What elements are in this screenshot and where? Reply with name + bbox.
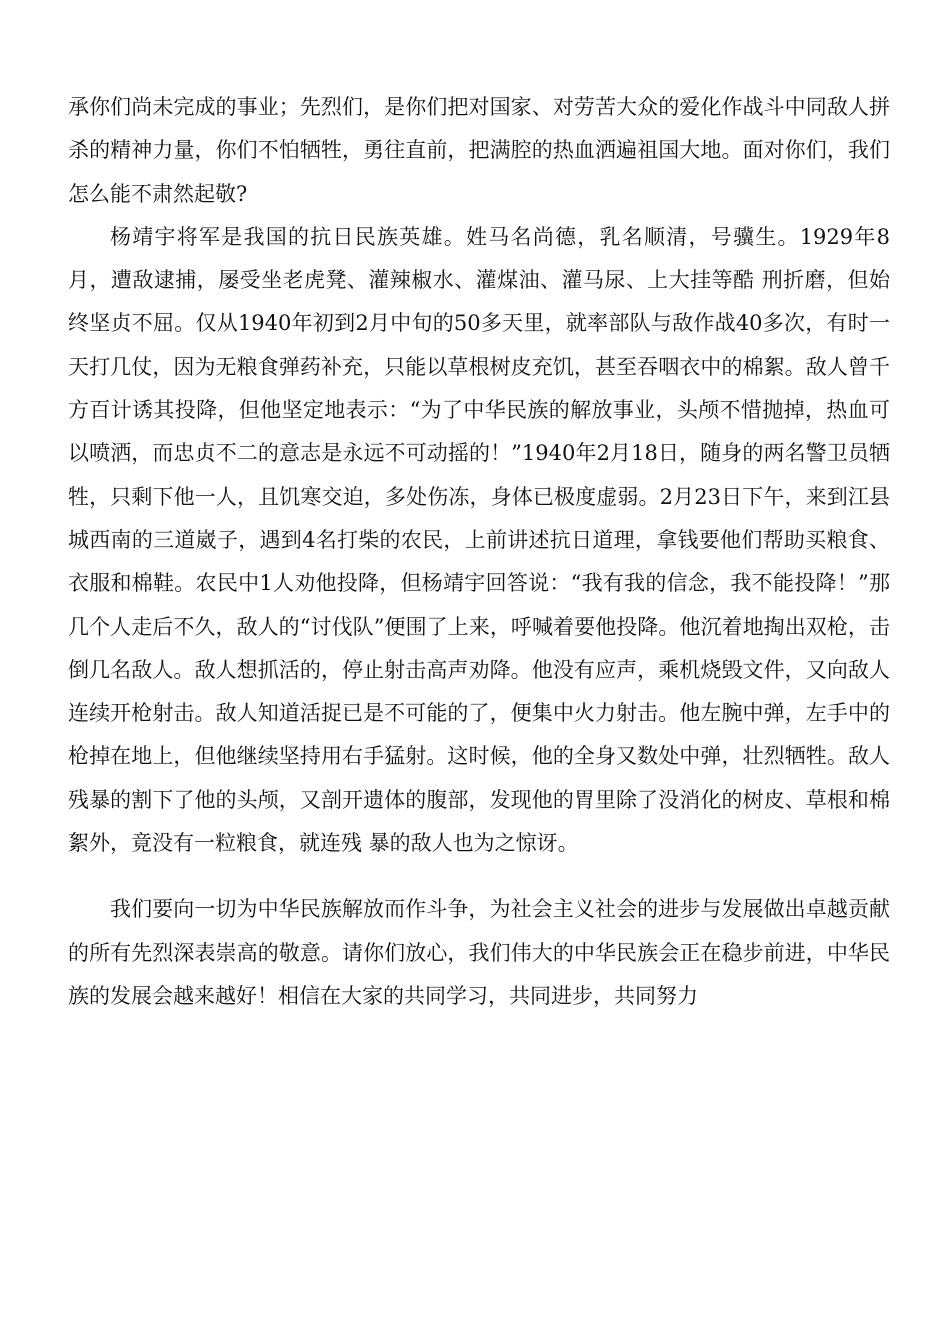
paragraph-tribute: 我们要向一切为中华民族解放而作斗争，为社会主义社会的进步与发展做出卓越贡献的所有先烈深表崇高的敬意。请你们放心，我们伟大的中华民族会正在稳步前进，中华民族的发展会越来越好！相信在大家的共同学习，共同进步，共同努力 (68, 897, 890, 1008)
paragraph-yang-jingyu: 杨靖宇将军是我国的抗日民族英雄。姓马名尚德，乳名顺清，号骥生。1929年8月，遭敌逮捕，屡受坐老虎凳、灌辣椒水、灌煤油、灌马尿、上大挂等酷 刑折磨，但始终坚贞不屈。仅从1940年初到2月中旬的50多天里，就率部队与敌作战40多次，有时一天打几仗，因为无粮食弹药补充，只能以草根树皮充饥，甚至吞咽衣中的棉絮。敌人曾千方百计诱其投降，但他坚定地表示：“为了中华民族的解放事业，头颅不惜抛掉，热血可以喷洒，而忠贞不二的意志是永远不可动摇的！”1940年2月18日，随身的两名警卫员牺牲，只剩下他一人，且饥寒交迫，多处伤冻，身体已极度虚弱。2月23日下午，来到江县城西南的三道崴子，遇到4名打柴的农民，上前讲述抗日道理，拿钱要他们帮助买粮食、衣服和棉鞋。农民中1人劝他投降，但杨靖宇回答说：“我有我的信念，我不能投降！”那几个人走后不久，敌人的“讨伐队”便围了上来，呼喊着要他投降。他沉着地掏出双枪，击倒几名敌人。敌人想抓活的，停止射击高声劝降。他没有应声，乘机烧毁文件，又向敌人连续开枪射击。敌人知道活捉已是不可能的了，便集中火力射击。他左腕中弹，左手中的枪掉在地上，但他继续坚持用右手猛射。这时候，他的全身又数处中弹，壮烈牺牲。敌人残暴的割下了他的头颅，又剖开遗体的腹部，发现他的胃里除了没消化的树皮、草根和棉絮外，竟没有一粒粮食，就连残 暴的敌人也为之惊讶。 (68, 224, 890, 856)
paragraph-continuation: 承你们尚未完成的事业；先烈们，是你们把对国家、对劳苦大众的爱化作战斗中同敌人拼杀的精神力量，你们不怕牺牲，勇往直前，把满腔的热血洒遍祖国大地。面对你们，我们怎么能不肃然起敬? (68, 95, 890, 206)
document-page (68, 86, 890, 1018)
